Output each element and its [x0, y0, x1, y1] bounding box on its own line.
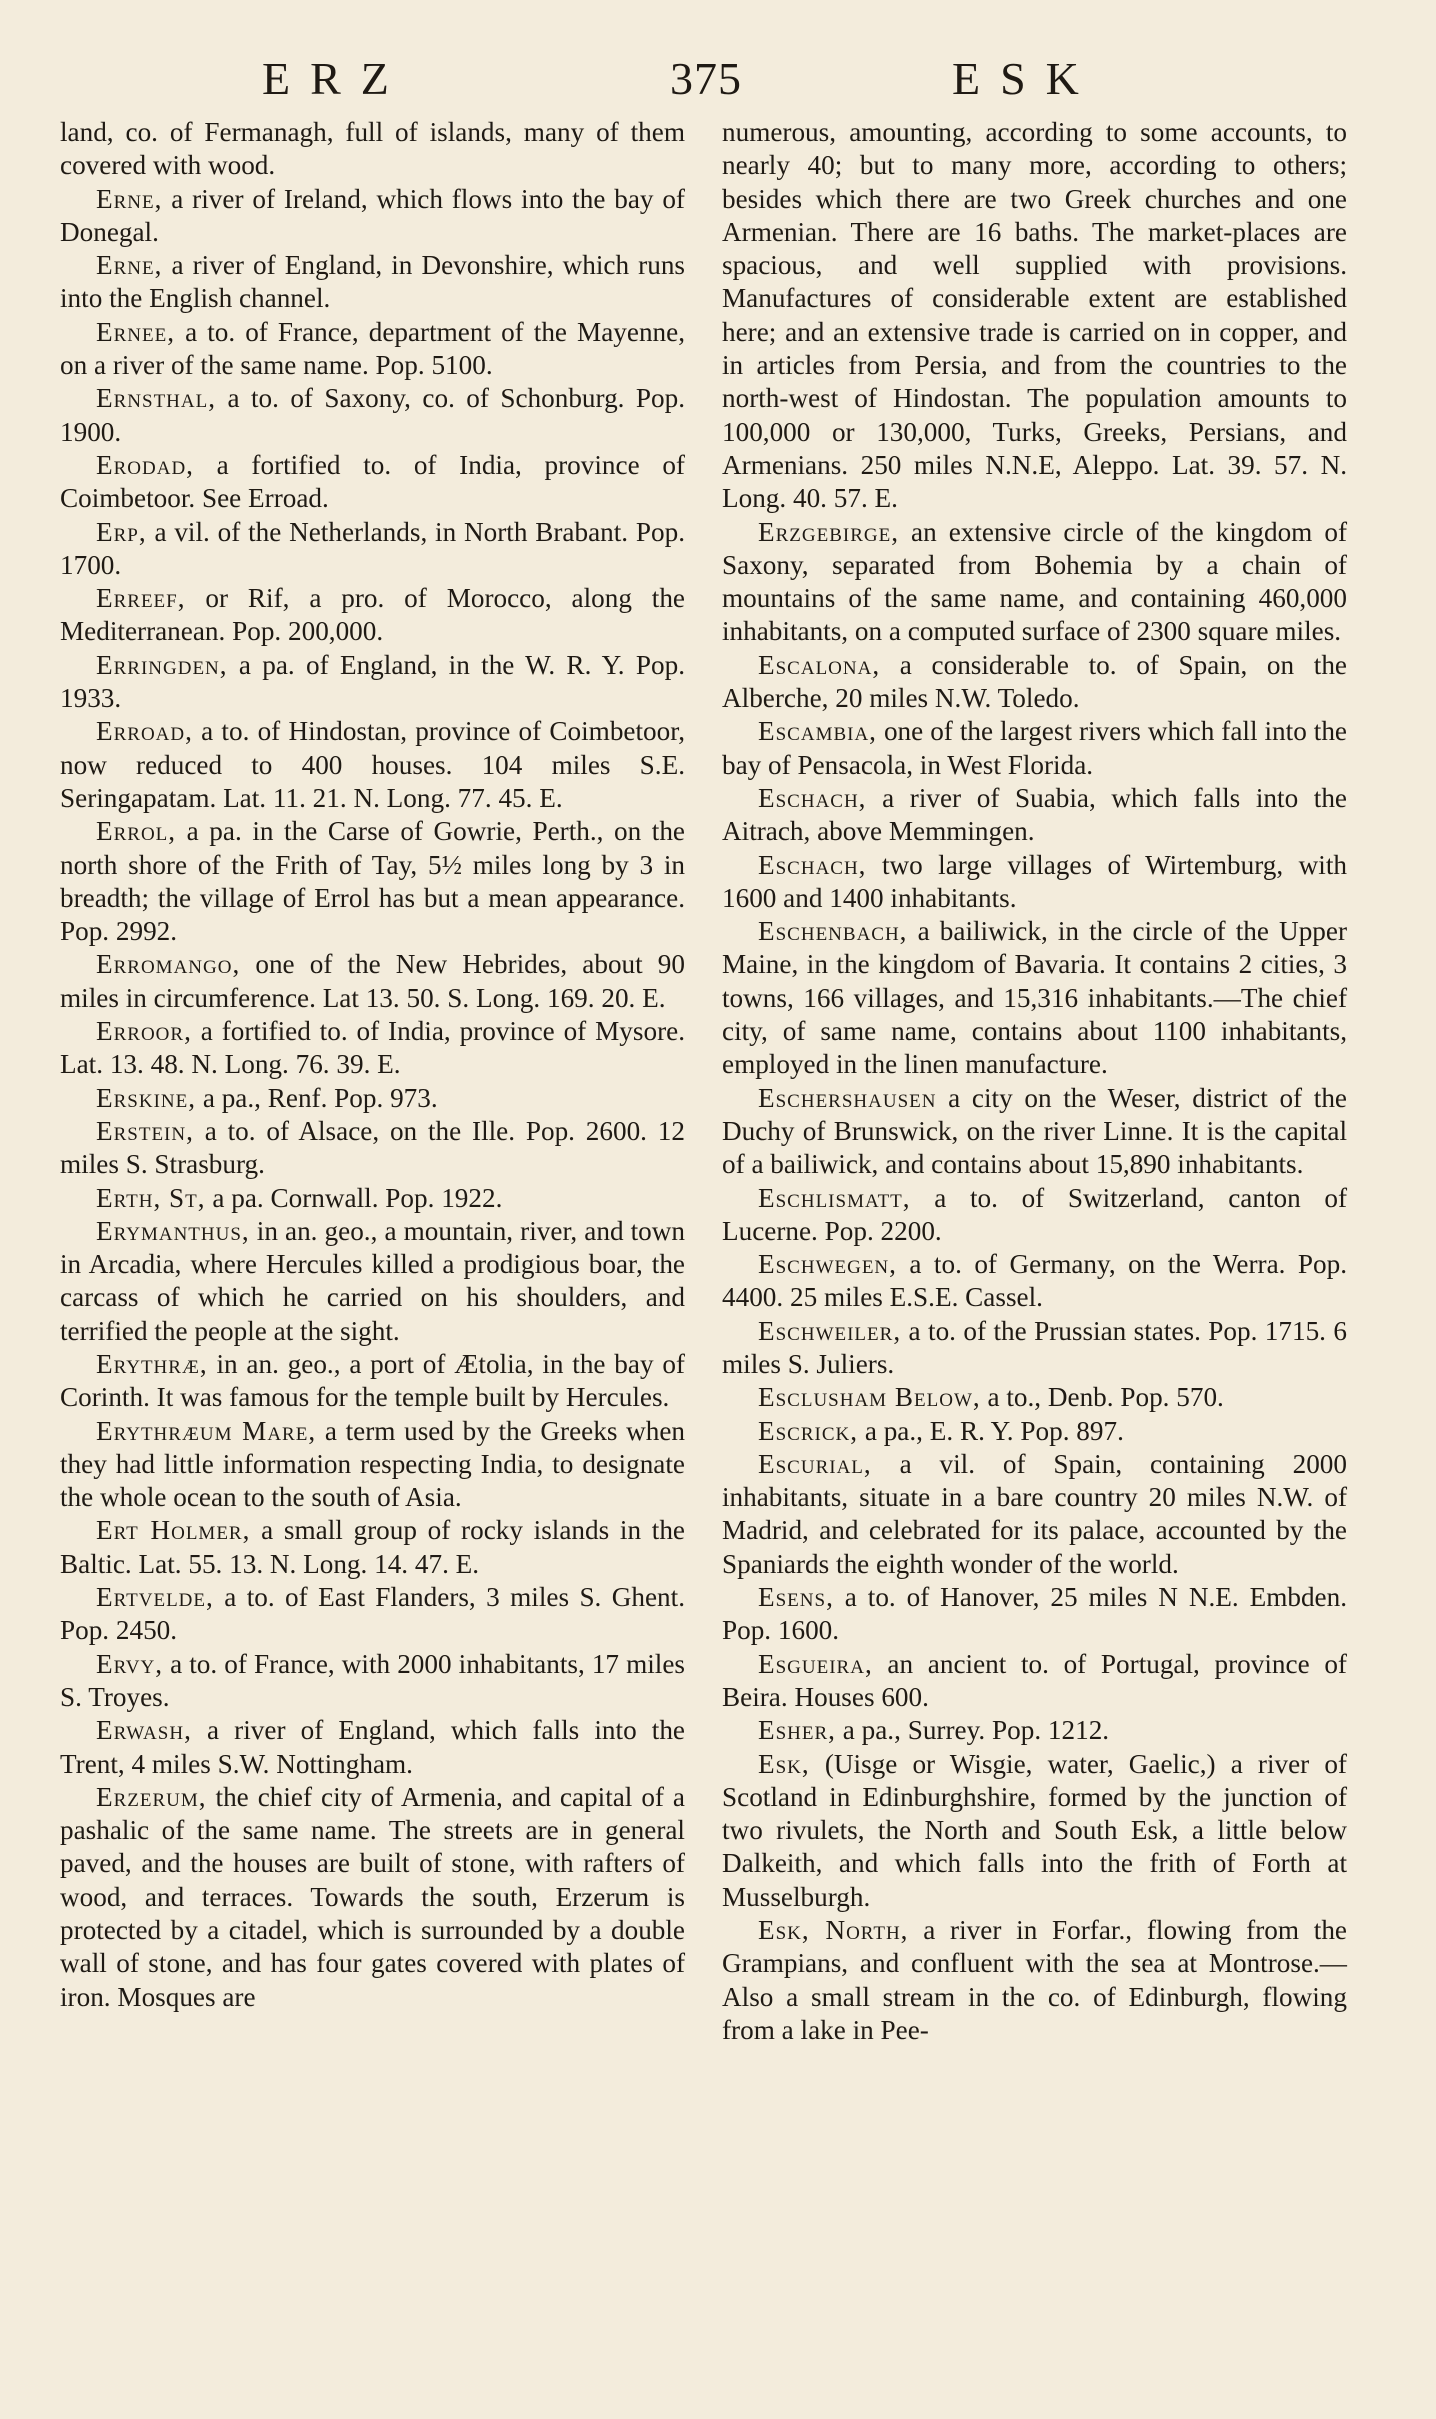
dictionary-entry [722, 1748, 1347, 1914]
entry-headword: Escrick, [758, 1415, 859, 1446]
entry-headword: Escurial, [758, 1448, 872, 1479]
dictionary-entry [60, 1182, 685, 1215]
dictionary-entry [722, 1381, 1347, 1414]
entry-headword: Esens, [758, 1582, 834, 1613]
entry-text: the chief city of Armenia, and capital of a pashalic of the same name. The streets are in general paved, and the houses are built of stone, with rafters of wood, and terraces. Towards the south, Erzerum is protected by a citadel, which is surrounded by a double wall of stone, and has four gates covered with plates of iron. Mosques are [60, 1781, 685, 2012]
entry-text: a vil. of the Netherlands, in North Brabant. Pop. 1700. [60, 516, 685, 580]
entry-headword: Esgueira, [758, 1648, 873, 1679]
entry-headword: Erromango, [96, 949, 241, 980]
entry-headword: Erzerum, [96, 1781, 207, 1812]
running-header [0, 52, 1436, 112]
dictionary-entry [722, 1648, 1347, 1715]
entry-text: a fortified to. of India, province of Coimbetoor. See Erroad. [60, 449, 685, 514]
entry-headword: Eschach, [758, 782, 867, 813]
entry-text: a to. of Alsace, on the Ille. Pop. 2600. 12 miles S. Strasburg. [60, 1115, 685, 1180]
dictionary-entry [60, 1581, 685, 1648]
entry-text: one of the New Hebrides, about 90 miles in circumference. Lat 13. 50. S. Long. 169. 20. E. [60, 949, 685, 1013]
entry-headword: Eschweiler, [758, 1315, 902, 1346]
dictionary-entry [60, 249, 685, 316]
entry-text: a to. of the Prussian states. Pop. 1715. 6 miles S. Juliers. [722, 1315, 1347, 1379]
dictionary-entry [722, 915, 1347, 1081]
entry-text: a to. of Switzerland, canton of Lucerne. Pop. 2200. [722, 1182, 1347, 1246]
entry-headword: Erroad, [96, 716, 193, 747]
entry-headword: Erythræum Mare, [96, 1415, 317, 1446]
entry-text: a small group of rocky islands in the Baltic. Lat. 55. 13. N. Long. 14. 47. E. [60, 1515, 685, 1579]
dictionary-entry [60, 382, 685, 449]
entry-headword: Esclusham Below, [758, 1382, 981, 1413]
dictionary-entry [722, 1248, 1347, 1315]
entry-text: a fortified to. of India, province of Mysore. Lat. 13. 48. N. Long. 76. 39. E. [60, 1016, 685, 1080]
entry-text: a city on the Weser, district of the Duchy of Brunswick, on the river Linne. It is the capital of a bailiwick, and contains about 15,890 inhabitants. [722, 1082, 1347, 1180]
entry-text: a river of England, which falls into the Trent, 4 miles S.W. Nottingham. [60, 1715, 685, 1779]
dictionary-entry [60, 1415, 685, 1515]
entry-headword: Erwash, [96, 1715, 192, 1746]
entry-text: a to. of France, with 2000 inhabitants, 17 miles S. Troyes. [60, 1648, 685, 1712]
entry-text: (Uisge or Wisgie, water, Gaelic,) a river of Scotland in Edinburghshire, formed by the junction of two rivulets, the North and South Esk, a little below Dalkeith, and which falls into the frith of Forth at Musselburgh. [722, 1748, 1347, 1912]
entry-text: a pa. in the Carse of Gowrie, Perth., on the north shore of the Frith of Tay, 5½ miles long by 3 in breadth; the village of Errol has but a mean appearance. Pop. 2992. [60, 816, 685, 947]
entry-headword: Erodad, [96, 449, 194, 480]
entry-text: a to., Denb. Pop. 570. [980, 1382, 1224, 1413]
entry-headword: Erth, St, [96, 1182, 206, 1213]
dictionary-entry [60, 1648, 685, 1715]
entry-headword: Erne, [96, 183, 163, 214]
entry-text: land, co. of Fermanagh, full of islands, many of them covered with wood. [60, 117, 685, 181]
dictionary-entry [722, 1581, 1347, 1648]
entry-headword: Erringden, [96, 649, 228, 680]
dictionary-entry [60, 1714, 685, 1781]
entry-text: a river of Suabia, which falls into the Aitrach, above Memmingen. [722, 782, 1347, 847]
dictionary-entry [722, 1082, 1347, 1182]
entry-text: or Rif, a pro. of Morocco, along the Mediterranean. Pop. 200,000. [60, 583, 685, 647]
right-column [722, 116, 1347, 2047]
dictionary-entry [722, 116, 1347, 516]
page-number: 375 [670, 53, 742, 104]
dictionary-entry [722, 1182, 1347, 1249]
entry-text: one of the largest rivers which fall into the bay of Pensacola, in West Florida. [722, 716, 1347, 780]
dictionary-entry [60, 1015, 685, 1082]
dictionary-entry [722, 649, 1347, 716]
entry-headword: Eschach, [758, 849, 867, 880]
dictionary-entry [722, 1914, 1347, 2047]
dictionary-entry [60, 1082, 685, 1115]
entry-headword: Ernsthal, [96, 383, 217, 414]
entry-text: a to. of Germany, on the Werra. Pop. 4400. 25 miles E.S.E. Cassel. [722, 1249, 1347, 1313]
entry-headword: Eschwegen, [758, 1249, 897, 1280]
dictionary-entry [60, 1514, 685, 1581]
entry-text: a to. of Saxony, co. of Schonburg. Pop. 1900. [60, 383, 685, 447]
dictionary-entry [60, 1115, 685, 1182]
entry-text: a pa. of England, in the W. R. Y. Pop. 1933. [60, 649, 685, 714]
entry-text: in an. geo., a port of Ætolia, in the bay of Corinth. It was famous for the temple built by Hercules. [60, 1348, 685, 1413]
entry-text: a to. of France, department of the Mayenne, on a river of the same name. Pop. 5100. [60, 316, 685, 381]
dictionary-entry [60, 449, 685, 516]
entry-headword: Eschlismatt, [758, 1182, 911, 1213]
entry-headword: Erzgebirge, [758, 516, 900, 547]
entry-text: a to. of Hanover, 25 miles N N.E. Embden. Pop. 1600. [722, 1582, 1347, 1646]
dictionary-entry [60, 316, 685, 383]
dictionary-entry [60, 516, 685, 583]
entry-text: a river of Ireland, which flows into the bay of Donegal. [60, 183, 685, 247]
entry-text: a vil. of Spain, containing 2000 inhabitants, situate in a bare country 20 miles N.W. of Madrid, and celebrated for its palace, accounted by the Spaniards the eighth wonder of the world. [722, 1448, 1347, 1579]
entry-headword: Ernee, [96, 316, 176, 347]
entry-headword: Escambia, [758, 716, 877, 747]
entry-headword: Erstein, [96, 1115, 194, 1146]
entry-text: two large villages of Wirtemburg, with 1600 and 1400 inhabitants. [722, 849, 1347, 913]
entry-headword: Escalona, [758, 649, 881, 680]
entry-headword: Erne, [96, 250, 163, 281]
entry-headword: Erp, [96, 516, 147, 547]
entry-text: a pa., E. R. Y. Pop. 897. [858, 1415, 1124, 1446]
entry-headword: Esk, North, [758, 1915, 909, 1946]
entry-headword: Eschershausen [758, 1082, 937, 1113]
entry-text: in an. geo., a mountain, river, and town in Arcadia, where Hercules killed a prodigious boar, the carcass of which he carried on his shoulders, and terrified the people at the sight. [60, 1215, 685, 1346]
entry-headword: Esher, [758, 1715, 836, 1746]
dictionary-entry [60, 1215, 685, 1348]
entry-text: a river in Forfar., flowing from the Grampians, and confluent with the sea at Montrose.—Also a small stream in the co. of Edinburgh, flowing from a lake in Pee- [722, 1915, 1347, 2045]
dictionary-entry [60, 1781, 685, 2014]
dictionary-entry [722, 1448, 1347, 1581]
entry-headword: Erroor, [96, 1016, 192, 1047]
dictionary-entry [722, 715, 1347, 782]
entry-text: a to. of East Flanders, 3 miles S. Ghent. Pop. 2450. [60, 1582, 685, 1646]
entry-text: a river of England, in Devonshire, which runs into the English channel. [60, 250, 685, 314]
dictionary-entry [722, 782, 1347, 849]
entry-text: numerous, amounting, according to some accounts, to nearly 40; but to many more, according to others; besides which there are two Greek churches and one Armenian. There are 16 baths. The market-places are spacious, and well supplied with provisions. Manufactures of considerable extent are established here; and an extensive trade is carried on in copper, and in articles from Persia, and from the countries to the north-west of Hindostan. The population amounts to 100,000 or 130,000, Turks, Greeks, Persians, and Armenians. 250 miles N.N.E, Aleppo. Lat. 39. 57. N. Long. 40. 57. E. [722, 117, 1347, 514]
entry-headword: Eschenbach, [758, 916, 908, 947]
entry-text: a to. of Hindostan, province of Coimbetoor, now reduced to 400 houses. 104 miles S.E. Seringapatam. Lat. 11. 21. N. Long. 77. 45. E. [60, 716, 685, 813]
entry-headword: Esk, [758, 1748, 810, 1779]
dictionary-entry [60, 649, 685, 716]
header-left-guide-word: ERZ [262, 53, 409, 104]
dictionary-entry [60, 1348, 685, 1415]
dictionary-entry [60, 116, 685, 183]
entry-text: an extensive circle of the kingdom of Saxony, separated from Bohemia by a chain of mountains of the same name, and containing 460,000 inhabitants, on a computed surface of 2300 square miles. [722, 516, 1347, 647]
dictionary-entry [722, 849, 1347, 916]
entry-text: a bailiwick, in the circle of the Upper Maine, in the kingdom of Bavaria. It contains 2 cities, 3 towns, 166 villages, and 15,316 inhabitants.—The chief city, of same name, contains about 1100 inhabitants, employed in the linen manufacture. [722, 916, 1347, 1080]
dictionary-entry [722, 1714, 1347, 1747]
entry-headword: Erymanthus, [96, 1215, 250, 1246]
entry-text: a pa. Cornwall. Pop. 1922. [205, 1182, 503, 1213]
header-right-guide-word: ESK [952, 53, 1099, 104]
entry-text: a considerable to. of Spain, on the Alberche, 20 miles N.W. Toledo. [722, 649, 1347, 714]
dictionary-entry [60, 715, 685, 815]
entry-headword: Erythræ, [96, 1348, 208, 1379]
dictionary-entry [722, 516, 1347, 649]
dictionary-entry [722, 1315, 1347, 1382]
dictionary-entry [722, 1415, 1347, 1448]
entry-headword: Erreef, [96, 583, 186, 614]
entry-headword: Erskine, [96, 1082, 197, 1113]
entry-text: a pa., Renf. Pop. 973. [196, 1082, 438, 1113]
dictionary-entry [60, 948, 685, 1015]
entry-text: a term used by the Greeks when they had little information respecting India, to designate the whole ocean to the south of Asia. [60, 1415, 686, 1513]
dictionary-entry [60, 183, 685, 250]
entry-text: a pa., Surrey. Pop. 1212. [835, 1715, 1110, 1746]
entry-headword: Errol, [96, 816, 177, 847]
entry-text: an ancient to. of Portugal, province of Beira. Houses 600. [722, 1648, 1347, 1712]
dictionary-entry [60, 582, 685, 649]
entry-headword: Ert Holmer, [96, 1515, 251, 1546]
left-column [60, 116, 685, 2014]
entry-headword: Ervy, [96, 1648, 163, 1679]
dictionary-entry [60, 815, 685, 948]
entry-headword: Ertvelde, [96, 1582, 214, 1613]
